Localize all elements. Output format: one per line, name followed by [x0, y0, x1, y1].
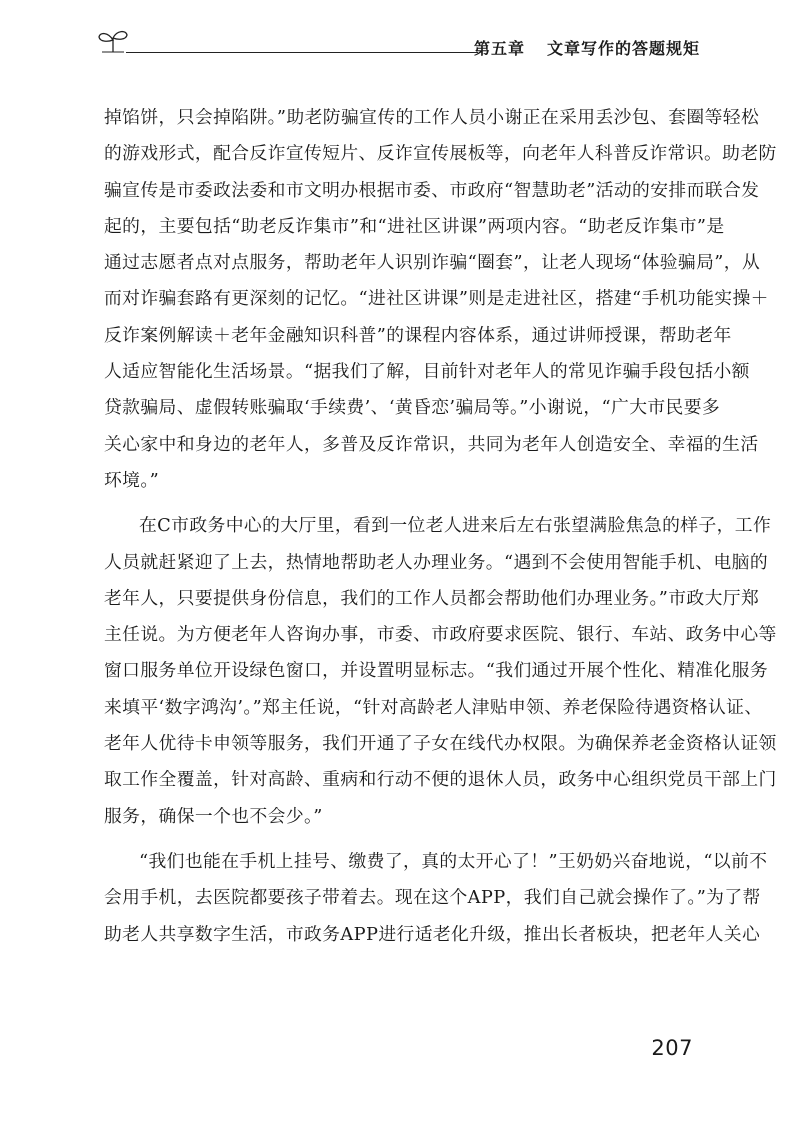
text-line: 反诈案例解读＋老年金融知识科普”的课程内容体系，通过讲师授课，帮助老年 — [104, 324, 732, 346]
text-line: 掉馅饼，只会掉陷阱。”助老防骗宣传的工作人员小谢正在采用丢沙包、套圈等轻松 — [104, 107, 760, 128]
paragraph — [104, 100, 777, 499]
text-line: 取工作全覆盖，针对高龄、重病和行动不便的退休人员，政务中心组织党员干部上门 — [104, 769, 777, 791]
chapter-heading — [474, 36, 700, 59]
text-line: 老年人优待卡申领等服务，我们开通了子女在线代办权限。为确保养老金资格认证领 — [104, 733, 777, 755]
text-line: 服务，确保一个也不会少。” — [104, 805, 323, 827]
text-line: 来填平‘数字鸿沟’。”郑主任说，“针对高龄老人津贴申领、养老保险待遇资格认证、 — [104, 696, 763, 718]
text-line: 助老人共享数字生活，市政务APP进行适老化升级，推出长者板块，把老年人关心 — [104, 923, 761, 945]
body-text — [104, 100, 777, 953]
text-line: “我们也能在手机上挂号、缴费了，真的太开心了！”王奶奶兴奋地说，“以前不 — [139, 850, 768, 872]
text-line: 在C市政务中心的大厅里，看到一位老人进来后左右张望满脸焦急的样子，工作 — [139, 515, 772, 537]
paragraph — [104, 844, 768, 953]
text-line: 主任说。为方便老年人咨询办事，市委、市政府要求医院、银行、车站、政务中心等 — [104, 624, 777, 646]
running-header — [96, 22, 700, 72]
chapter-title: 文章写作的答题规矩 — [546, 39, 700, 58]
paragraph — [104, 508, 777, 835]
text-line: 会用手机，去医院都要孩子带着去。现在这个APP，我们自己就会操作了。”为了帮 — [104, 887, 761, 909]
text-line: 通过志愿者点对点服务，帮助老年人识别诈骗“圈套”，让老人现场“体验骗局”，从 — [104, 252, 761, 274]
text-line: 环境。” — [104, 469, 160, 491]
text-line: 贷款骗局、虚假转账骗取‘手续费’、‘黄昏恋’骗局等。”小谢说，“广大市民要多 — [104, 397, 721, 419]
chapter-label: 第五章 — [473, 39, 525, 58]
text-line: 关心家中和身边的老年人，多普及反诈常识，共同为老年人创造安全、幸福的生活 — [104, 433, 759, 455]
sprout-icon — [96, 28, 130, 54]
text-line: 窗口服务单位开设绿色窗口，并设置明显标志。“我们通过开展个性化、精准化服务 — [104, 660, 769, 682]
text-line: 骗宣传是市委政法委和市文明办根据市委、市政府“智慧助老”活动的安排而联合发 — [104, 179, 760, 201]
text-line: 人适应智能化生活场景。“据我们了解，目前针对老年人的常见诈骗手段包括小额 — [104, 361, 750, 383]
text-line: 而对诈骗套路有更深刻的记忆。“进社区讲课”则是走进社区，搭建“手机功能实操＋ — [104, 288, 769, 310]
header-rule — [126, 52, 478, 53]
text-line: 起的，主要包括“助老反诈集市”和“进社区讲课”两项内容。“助老反诈集市”是 — [104, 215, 725, 237]
page-number: 207 — [651, 1036, 693, 1060]
text-line: 老年人，只要提供身份信息，我们的工作人员都会帮助他们办理业务。”市政大厅郑 — [104, 587, 760, 609]
text-line: 人员就赶紧迎了上去，热情地帮助老人办理业务。“遇到不会使用智能手机、电脑的 — [104, 551, 769, 573]
text-line: 的游戏形式，配合反诈宣传短片、反诈宣传展板等，向老年人科普反诈常识。助老防 — [104, 143, 777, 165]
